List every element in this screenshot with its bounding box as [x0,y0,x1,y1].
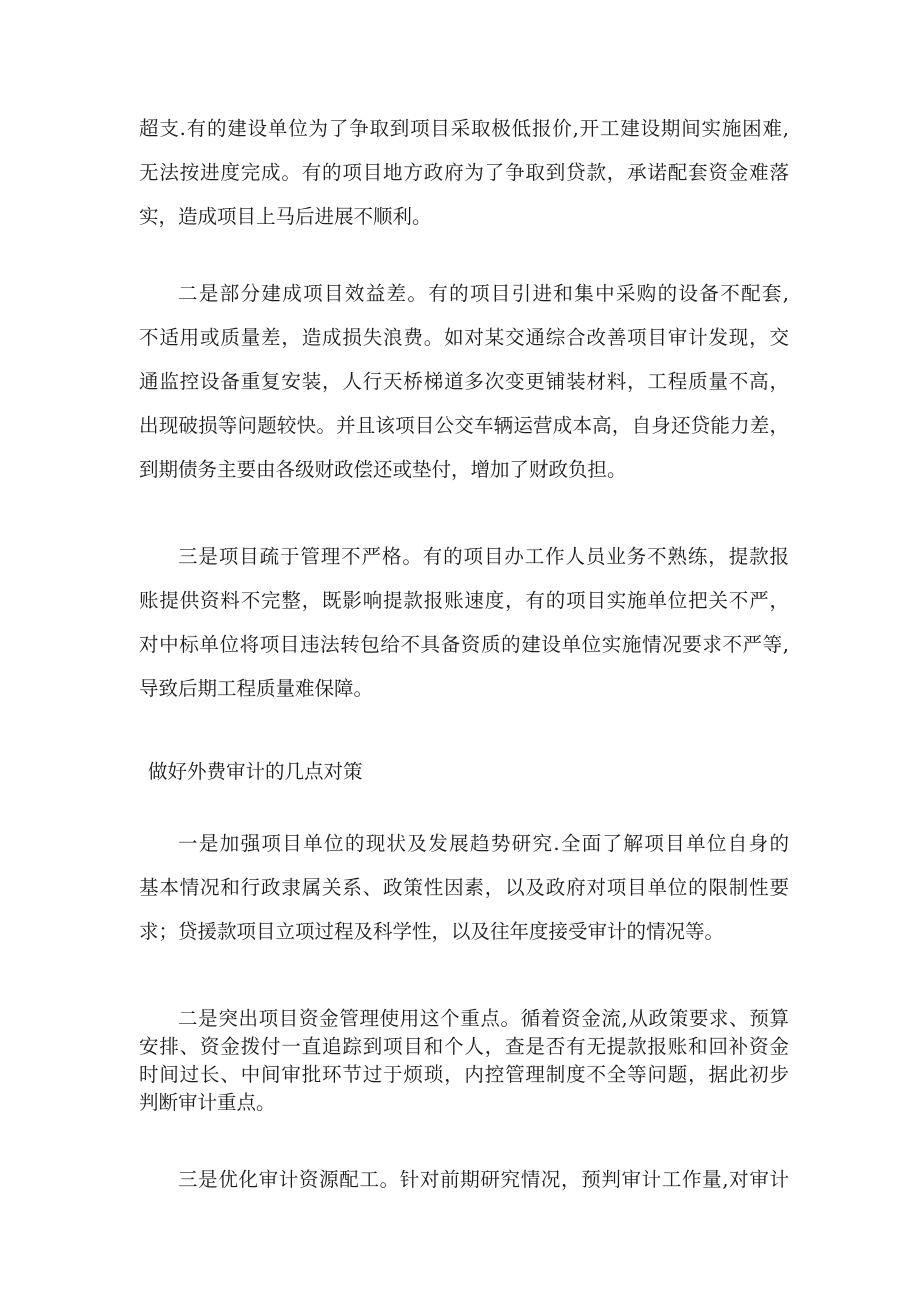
paragraph-line: 二是突出项目资金管理使用这个重点。循着资金流,从政策要求、预算 [178,1007,789,1030]
paragraph-line: 不适用或质量差，造成损失浪费。如对某交通综合改善项目审计发现，交 [139,326,789,349]
paragraph-line: 三是优化审计资源配工。针对前期研究情况，预判审计工作量,对审计 [178,1168,789,1191]
paragraph-line: 到期债务主要由各级财政偿还或垫付，增加了财政负担。 [139,458,627,481]
paragraph-line: 三是项目疏于管理不严格。有的项目办工作人员业务不熟练，提款报 [178,545,789,568]
paragraph-line: 导致后期工程质量难保障。 [139,677,374,700]
section-heading: 做好外费审计的几点对策 [148,760,363,783]
paragraph-line: 账提供资料不完整，既影响提款报账速度，有的项目实施单位把关不严， [139,589,789,612]
paragraph-line: 对中标单位将项目违法转包给不具备资质的建设单位实施情况要求不严等, [139,633,789,656]
paragraph-line: 出现破损等问题较快。并且该项目公交车辆运营成本高，自身还贷能力差， [139,414,789,437]
paragraph-line: 求；贷援款项目立项过程及科学性，以及往年度接受审计的情况等。 [139,920,725,943]
paragraph-line: 通监控设备重复安装，人行天桥梯道多次变更铺装材料，工程质量不高， [139,370,789,393]
paragraph-line: 超支.有的建设单位为了争取到项目采取极低报价,开工建设期间实施困难, [139,117,789,140]
paragraph-line: 无法按进度完成。有的项目地方政府为了争取到贷款，承诺配套资金难落 [139,161,789,184]
paragraph-line: 判断审计重点。 [139,1091,276,1114]
paragraph-line: 安排、资金拨付一直追踪到项目和个人，查是否有无提款报账和回补资金 [139,1035,789,1058]
paragraph-line: 二是部分建成项目效益差。有的项目引进和集中采购的设备不配套, [178,282,789,305]
paragraph-line: 基本情况和行政隶属关系、政策性因素，以及政府对项目单位的限制性要 [139,876,789,899]
paragraph-line: 一是加强项目单位的现状及发展趋势研究.全面了解项目单位自身的 [178,832,789,855]
paragraph-line: 实，造成项目上马后进展不顺利。 [139,205,432,228]
paragraph-line: 时间过长、中间审批环节过于烦琐，内控管理制度不全等问题，据此初步 [139,1063,789,1086]
